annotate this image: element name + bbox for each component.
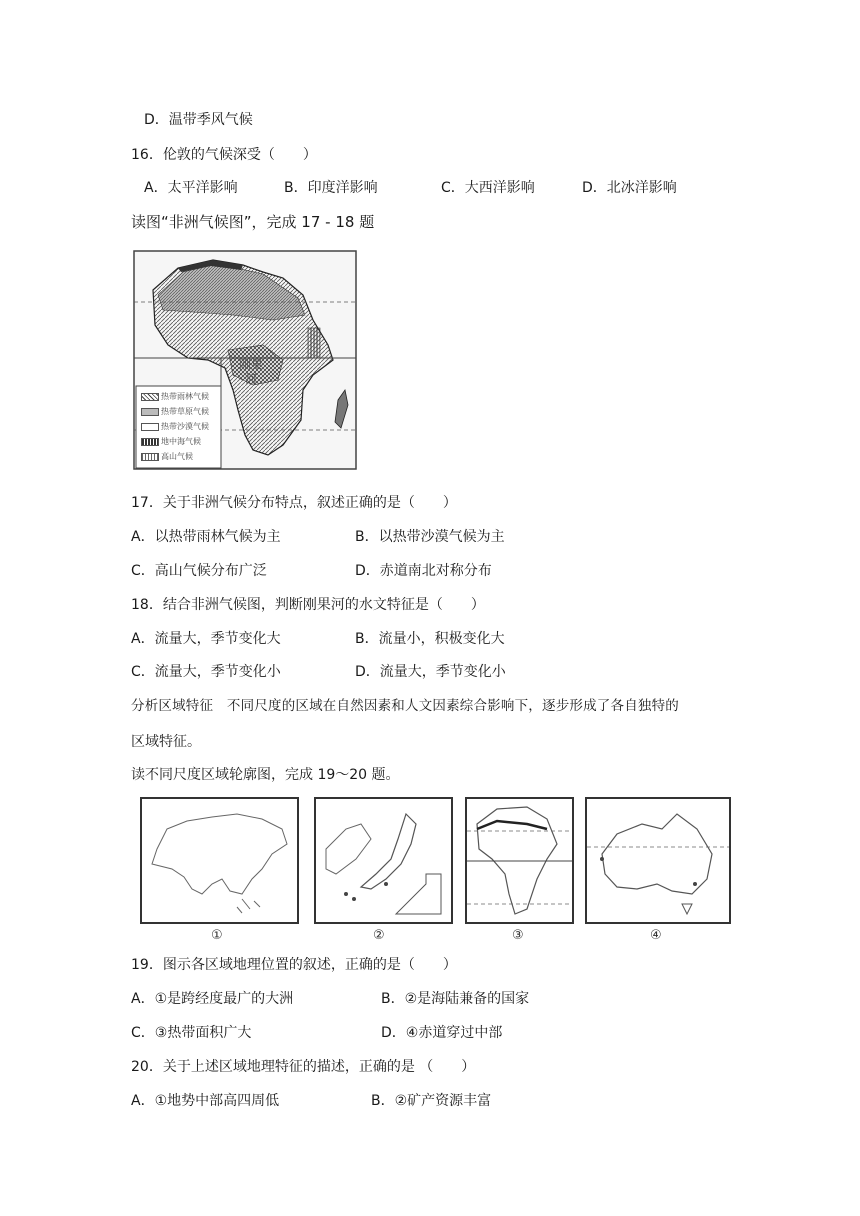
q16-option-d: D．北冰洋影响 bbox=[582, 180, 677, 196]
section-intro-line2: 区域特征。 bbox=[131, 734, 201, 750]
legend-item-highland: 高山气候 bbox=[141, 451, 193, 462]
africa-climate-map bbox=[133, 250, 357, 470]
q18-option-d: D．流量大，季节变化小 bbox=[355, 664, 506, 680]
q18-option-b: B．流量小，积极变化大 bbox=[355, 631, 505, 647]
q20-option-a: A．①地势中部高四周低 bbox=[131, 1093, 280, 1109]
japan-outline-svg bbox=[316, 799, 451, 922]
q20-option-b: B．②矿产资源丰富 bbox=[371, 1093, 492, 1109]
q19-stem: 19．图示各区域地理位置的叙述，正确的是（ ） bbox=[131, 957, 457, 973]
q16-option-c: C．大西洋影响 bbox=[441, 180, 535, 196]
legend-item-desert: 热带沙漠气候 bbox=[141, 421, 209, 432]
region-map-2-japan bbox=[314, 797, 453, 924]
region-label-1: ① bbox=[211, 928, 223, 943]
intro-19-20: 读不同尺度区域轮廓图，完成 19～20 题。 bbox=[131, 767, 400, 783]
q18-option-c: C．流量大，季节变化小 bbox=[131, 664, 281, 680]
q20-stem: 20．关于上述区域地理特征的描述，正确的是 （ ） bbox=[131, 1059, 476, 1075]
region-label-3: ③ bbox=[512, 928, 524, 943]
q18-stem: 18．结合非洲气候图，判断刚果河的水文特征是（ ） bbox=[131, 597, 485, 613]
region-label-4: ④ bbox=[650, 928, 662, 943]
q17-option-c: C．高山气候分布广泛 bbox=[131, 563, 267, 579]
region-map-3-africa bbox=[465, 797, 574, 924]
q19-option-d: D．④赤道穿过中部 bbox=[381, 1025, 503, 1041]
legend-item-rainforest: 热带雨林气候 bbox=[141, 391, 209, 402]
region-map-1-asia bbox=[140, 797, 299, 924]
q17-option-b: B．以热带沙漠气候为主 bbox=[355, 529, 505, 545]
legend-item-savanna: 热带草原气候 bbox=[141, 406, 209, 417]
q15-option-d: D．温带季风气候 bbox=[144, 112, 253, 128]
region-label-2: ② bbox=[373, 928, 385, 943]
asia-outline-svg bbox=[142, 799, 297, 922]
q19-option-b: B．②是海陆兼备的国家 bbox=[381, 991, 530, 1007]
q16-option-b: B．印度洋影响 bbox=[284, 180, 378, 196]
q16-option-a: A．太平洋影响 bbox=[144, 180, 238, 196]
q18-option-a: A．流量大，季节变化大 bbox=[131, 631, 281, 647]
q17-option-a: A．以热带雨林气候为主 bbox=[131, 529, 281, 545]
region-map-4-australia bbox=[585, 797, 731, 924]
section-intro-line1: 分析区域特征 不同尺度的区域在自然因素和人文因素综合影响下，逐步形成了各自独特的 bbox=[131, 698, 679, 714]
q19-option-c: C．③热带面积广大 bbox=[131, 1025, 252, 1041]
australia-outline-svg bbox=[587, 799, 729, 922]
legend-item-mediterranean: 地中海气候 bbox=[141, 436, 201, 447]
q16-stem: 16．伦敦的气候深受（ ） bbox=[131, 147, 317, 163]
q19-option-a: A．①是跨经度最广的大洲 bbox=[131, 991, 294, 1007]
q17-option-d: D．赤道南北对称分布 bbox=[355, 563, 492, 579]
intro-17-18: 读图“非洲气候图”，完成 17 - 18 题 bbox=[131, 213, 375, 231]
congo-river-label: 刚果河 bbox=[238, 358, 263, 386]
q17-stem: 17．关于非洲气候分布特点，叙述正确的是（ ） bbox=[131, 495, 457, 511]
africa-outline-svg bbox=[467, 799, 572, 922]
